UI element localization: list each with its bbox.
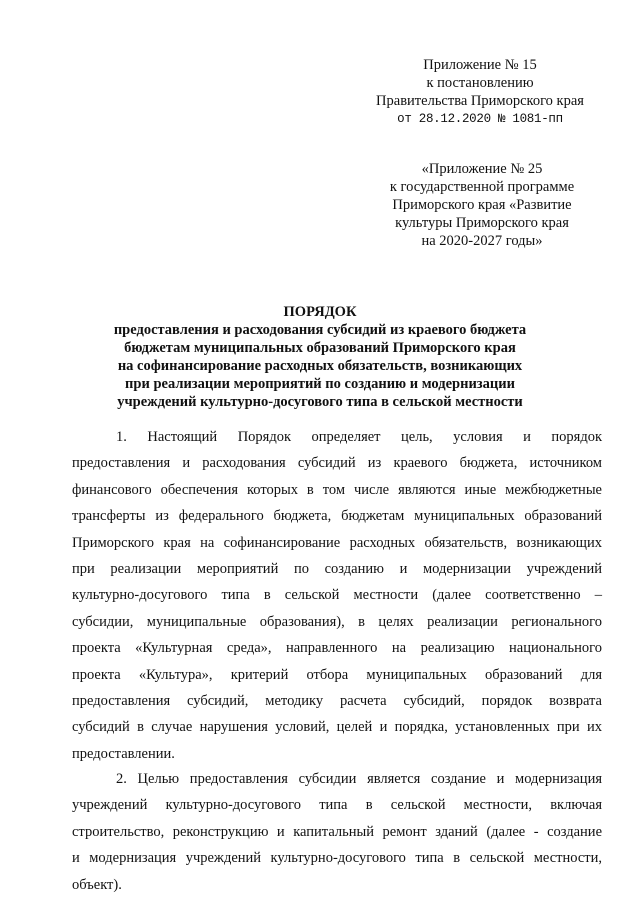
appendix-15-number: Приложение № 15 <box>423 57 537 73</box>
appendix-25-years: на 2020-2027 годы» <box>421 233 543 249</box>
paragraph-line: учреждений культурно-досугового типа в сельской местности, включая <box>72 797 602 814</box>
paragraph-line: строительство, реконструкцию и капитальный ремонт зданий (далее - создание <box>72 823 602 840</box>
paragraph-line: Приморского края на софинансирование расходных обязательств, возникающих <box>72 534 602 551</box>
paragraph-line: объект). <box>72 876 122 893</box>
title-line: учреждений культурно-досугового типа в сельской местности <box>117 394 523 410</box>
appendix-25-ref: к государственной программе <box>389 179 575 195</box>
paragraph-2 <box>72 766 602 898</box>
paragraph-line: и модернизация учреждений культурно-досугового типа в сельской местности, <box>72 850 602 867</box>
title-line: на софинансирование расходных обязательств, возникающих <box>117 358 523 374</box>
paragraph-line: предоставления субсидий, методику расчета субсидий, порядок возврата <box>72 693 602 710</box>
title-line: при реализации мероприятий по созданию и модернизации <box>125 376 515 392</box>
paragraph-line: 2. Целью предоставления субсидии является создание и модернизация <box>116 771 602 787</box>
paragraph-1 <box>72 424 602 767</box>
paragraph-line: предоставления и расходования субсидий из краевого бюджета, источником <box>72 455 602 472</box>
paragraph-line: 1. Настоящий Порядок определяет цель, условия и порядок <box>116 429 602 445</box>
appendix-15-authority: Правительства Приморского края <box>376 93 584 109</box>
paragraph-line: при реализации мероприятий по созданию и модернизации учреждений <box>72 561 602 578</box>
paragraph-line: проекта «Культура», критерий отбора муниципальных образований для <box>72 666 602 683</box>
title-heading: ПОРЯДОК <box>283 304 357 320</box>
paragraph-line: финансового обеспечения которых в том числе являются иные межбюджетные <box>72 481 602 498</box>
paragraph-line: проекта «Культурная среда», направленного на реализацию национального <box>72 640 602 657</box>
paragraph-line: субсидий в случае нарушения условий, целей и порядка, установленных при их <box>72 719 602 736</box>
appendix-15-order-date: от 28.12.2020 № 1081-пп <box>397 112 563 126</box>
paragraph-line: культурно-досугового типа в сельской местности (далее соответственно – <box>72 587 602 604</box>
appendix-25-program-cont: культуры Приморского края <box>395 215 569 231</box>
paragraph-line: предоставлении. <box>72 745 175 762</box>
appendix-15-header <box>360 56 600 128</box>
appendix-25-program: Приморского края «Развитие <box>392 197 572 213</box>
appendix-25-header <box>362 160 602 250</box>
appendix-25-number: «Приложение № 25 <box>421 161 543 177</box>
appendix-15-ref: к постановлению <box>426 75 534 91</box>
title-line: бюджетам муниципальных образований Приморского края <box>124 340 516 356</box>
title-line: предоставления и расходования субсидий из краевого бюджета <box>113 322 527 338</box>
document-title <box>60 303 580 411</box>
paragraph-line: субсидии, муниципальные образования), в целях реализации регионального <box>72 613 602 630</box>
paragraph-line: трансферты из федерального бюджета, бюджетам муниципальных образований <box>72 508 602 525</box>
